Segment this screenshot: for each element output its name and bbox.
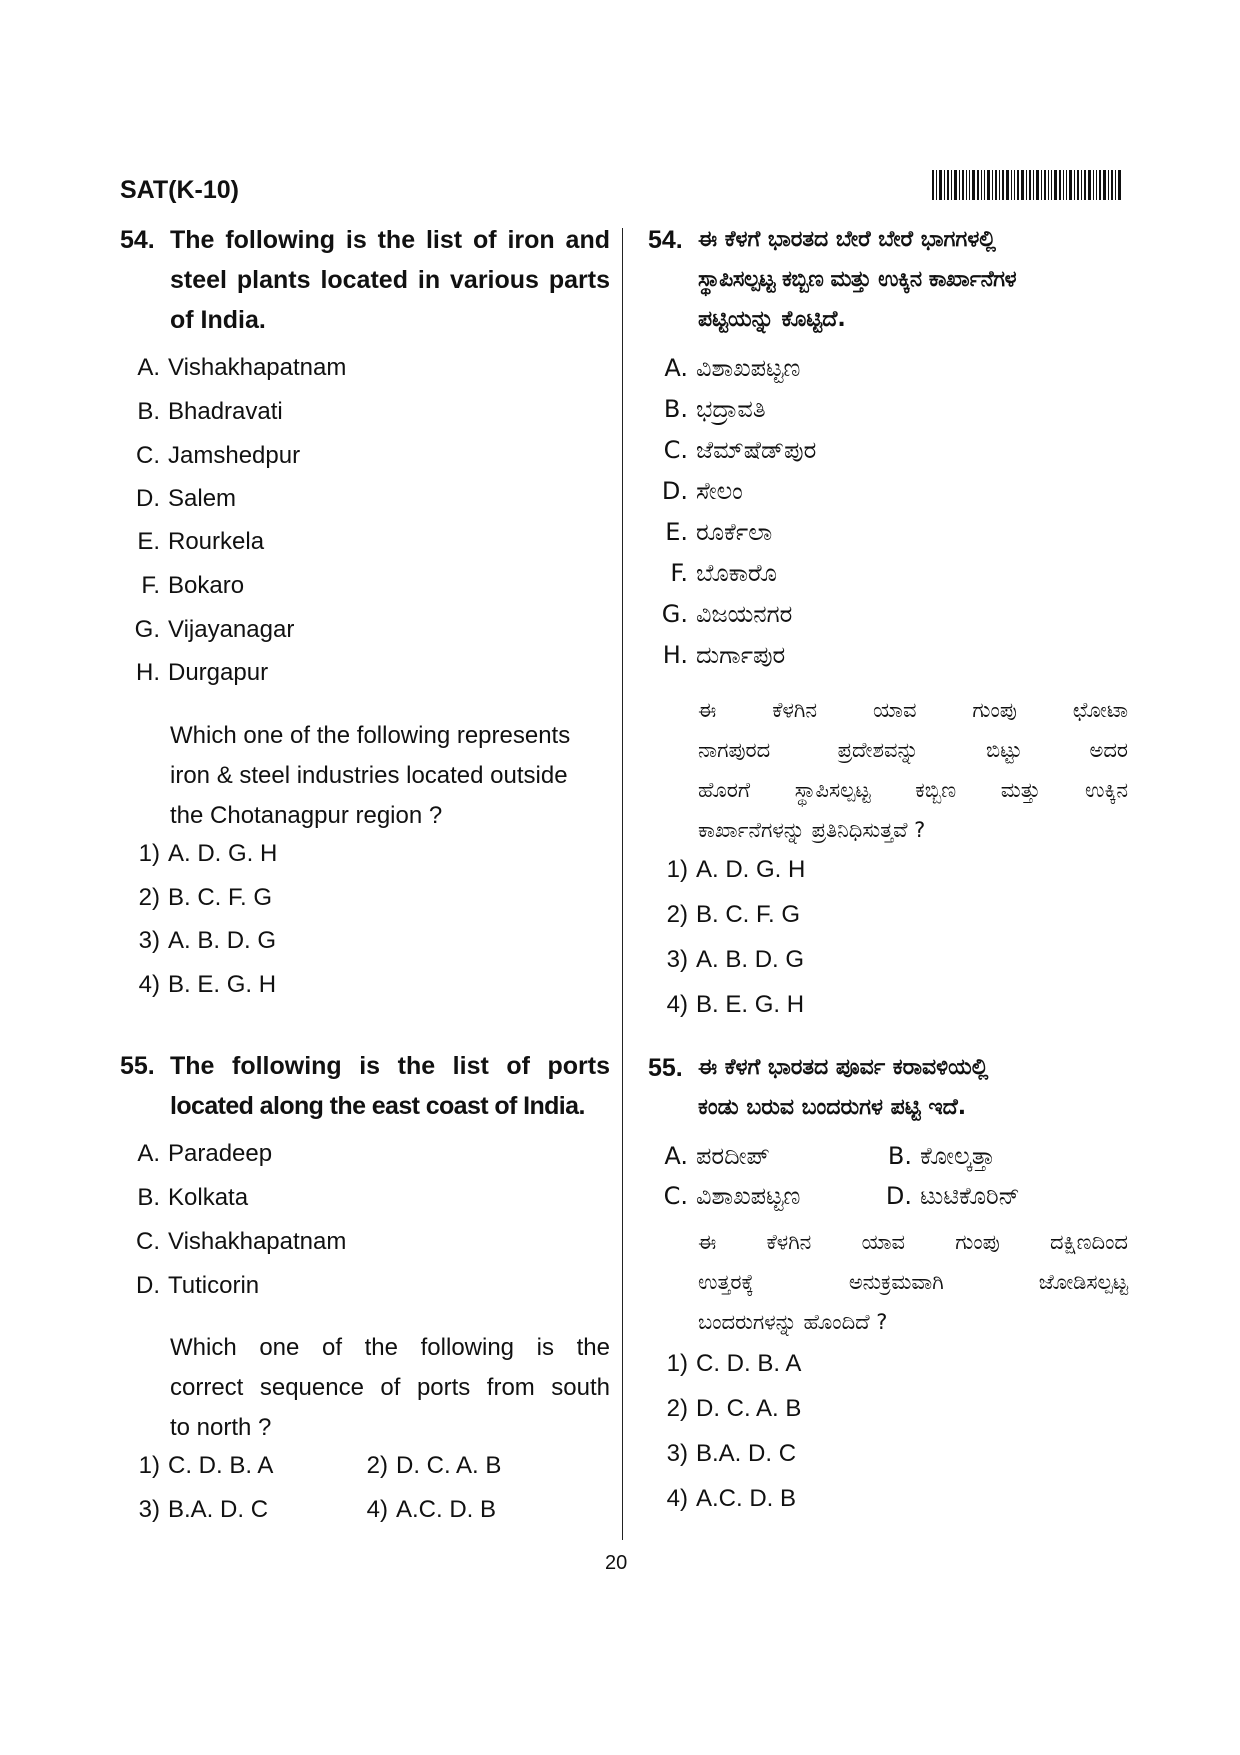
list-item: A. Vishakhapatnam <box>137 354 347 381</box>
list-item: B. Bhadravati <box>137 398 283 425</box>
question-stem: ಈ ಕೆಳಗೆ ಭಾರತದ ಬೇರೆ ಬೇರೆ ಭಾಗಗಳಲ್ಲಿ ಸ್ಥಾಪಿಸಲ್ಪಟ್ಟ ಕಬ್ಬಿಣ ಮತ್ತು ಉಕ್ಕಿನ ಕಾರ್ಖಾನೆಗಳ ಪಟ್ಟಿಯನ್ನು ಕೊಟ್ಟಿದೆ. <box>698 227 1017 332</box>
list-item: H. ದುರ್ಗಾಪುರ <box>662 641 786 669</box>
answer-option: 1) A. D. G. H <box>666 856 806 883</box>
list-item: D. Tuticorin <box>136 1272 260 1299</box>
answer-option: 2) D. C. A. B <box>666 1395 802 1422</box>
list-item: G. ವಿಜಯನಗರ <box>661 600 793 628</box>
answer-option: 4) B. E. G. H <box>666 991 805 1018</box>
list-item: C. Jamshedpur <box>136 442 301 469</box>
page-number: 20 <box>605 1552 628 1574</box>
list-item: A. ವಿಶಾಖಪಟ್ಟಣ <box>664 354 801 382</box>
list-item: H. Durgapur <box>136 659 269 686</box>
list-item: E. Rourkela <box>137 528 265 555</box>
question-text: Which one of the following is the correct sequence of ports from south to north ? <box>170 1334 610 1441</box>
question-number: 55. <box>120 1052 155 1080</box>
list-item: C. ವಿಶಾಖಪಟ್ಟಣ <box>663 1182 801 1210</box>
answer-option: 3) B.A. D. C <box>138 1496 269 1523</box>
question-text: Which one of the following represents iron & steel industries located outside the Chotanagpur region ? <box>170 722 571 829</box>
question-number: 54. <box>120 226 155 254</box>
list-item: D. ಸೇಲಂ <box>661 477 743 505</box>
question-stem: The following is the list of iron and steel plants located in various parts of India. <box>170 226 610 334</box>
list-item: B. ಭದ್ರಾವತಿ <box>663 395 766 423</box>
answer-option: 4) A.C. D. B <box>366 1496 497 1523</box>
answer-option: 2) B. C. F. G <box>666 901 801 928</box>
answer-option: 1) A. D. G. H <box>138 840 278 867</box>
list-item: B. ಕೋಲ್ಕತ್ತಾ <box>887 1142 996 1170</box>
paper-code: SAT(K-10) <box>120 176 239 204</box>
list-item: C. Vishakhapatnam <box>136 1228 347 1255</box>
question-number: 54. <box>648 226 683 254</box>
answer-option: 4) B. E. G. H <box>138 971 277 998</box>
list-item: D. ಟುಟಿಕೊರಿನ್ <box>885 1182 1020 1210</box>
list-item: F. Bokaro <box>141 572 245 599</box>
question-stem: The following is the list of ports located along the east coast of India. <box>170 1052 610 1120</box>
list-item: G. Vijayanagar <box>134 616 295 643</box>
column-divider <box>622 228 623 1540</box>
list-item: E. ರೂರ್ಕೆಲಾ <box>665 518 773 546</box>
list-item: A. ಪರದೀಪ್ <box>664 1142 770 1170</box>
answer-option: 2) D. C. A. B <box>366 1452 502 1479</box>
question-stem: ಈ ಕೆಳಗೆ ಭಾರತದ ಪೂರ್ವ ಕರಾವಳಿಯಲ್ಲಿ ಕಂಡು ಬರುವ ಬಂದರುಗಳ ಪಟ್ಟಿ ಇದೆ. <box>698 1055 989 1120</box>
answer-option: 2) B. C. F. G <box>138 884 273 911</box>
list-item: A. Paradeep <box>137 1140 273 1167</box>
answer-option: 3) A. B. D. G <box>138 927 277 954</box>
answer-option: 3) A. B. D. G <box>666 946 805 973</box>
list-item: C. ಜೆಮ್‌ಷೆಡ್‌ಪುರ <box>663 436 817 464</box>
question-text: ಈ ಕೆಳಗಿನ ಯಾವ ಗುಂಪು ಛೋಟಾ ನಾಗಪುರದ ಪ್ರದೇಶವನ್ನು ಬಿಟ್ಟು ಅದರ ಹೊರಗೆ ಸ್ಥಾಪಿಸಲ್ಪಟ್ಟ ಕಬ್ಬಿಣ ಮತ್ತು ಉಕ್ಕಿನ ಕಾರ್ಖಾನೆಗಳನ್ನು ಪ್ರತಿನಿಧಿಸುತ್ತವೆ ? <box>698 698 1128 842</box>
answer-option: 4) A.C. D. B <box>666 1485 797 1512</box>
answer-option: 1) C. D. B. A <box>138 1452 274 1479</box>
answer-option: 1) C. D. B. A <box>666 1350 802 1377</box>
list-item: F. ಬೊಕಾರೊ <box>670 559 777 587</box>
question-number: 55. <box>648 1054 683 1082</box>
list-item: D. Salem <box>136 485 237 512</box>
barcode <box>932 170 1122 200</box>
question-text: ಈ ಕೆಳಗಿನ ಯಾವ ಗುಂಪು ದಕ್ಷಿಣದಿಂದ ಉತ್ತರಕ್ಕೆ ಅನುಕ್ರಮವಾಗಿ ಜೋಡಿಸಲ್ಪಟ್ಟ ಬಂದರುಗಳನ್ನು ಹೊಂದಿದೆ ? <box>698 1230 1128 1334</box>
answer-option: 3) B.A. D. C <box>666 1440 797 1467</box>
list-item: B. Kolkata <box>137 1184 249 1211</box>
